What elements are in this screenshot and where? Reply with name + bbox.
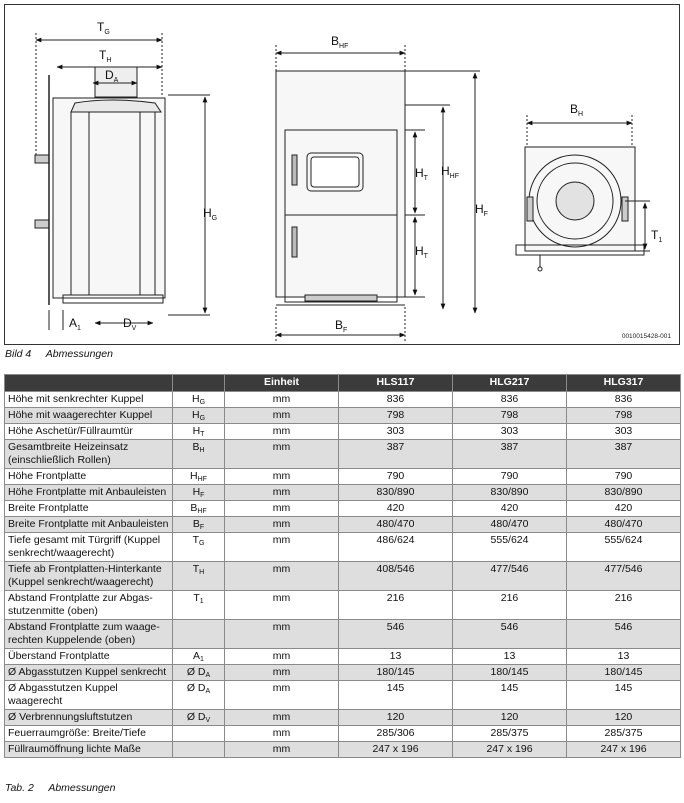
row-symbol [173,742,225,758]
row-value-hlg317: 145 [567,681,681,710]
row-value-hls117: 387 [339,440,453,469]
row-value-hls117: 120 [339,710,453,726]
table-row [5,485,681,501]
table-row [5,392,681,408]
row-unit: mm [225,485,339,501]
row-value-hlg317: 303 [567,424,681,440]
symbol-main: B [192,441,200,453]
row-value-hlg217: 830/890 [453,485,567,501]
symbol-main: B [190,502,198,514]
row-value-hlg317: 790 [567,469,681,485]
row-symbol [173,469,225,485]
row-symbol [173,392,225,408]
row-unit: mm [225,649,339,665]
row-value-hlg217: 790 [453,469,567,485]
row-label: Überstand Frontplatte [5,649,173,665]
row-value-hls117: 247 x 196 [339,742,453,758]
table-row [5,726,681,742]
figure-code: 0010015428-001 [621,333,671,340]
symbol-main: Ø D [186,711,206,723]
table-row [5,710,681,726]
row-unit: mm [225,681,339,710]
side-view [35,67,165,305]
symbol-subscript: V [205,717,211,724]
row-symbol [173,681,225,710]
table-header-row [5,375,681,392]
technical-drawing [5,5,681,346]
row-value-hls117: 798 [339,408,453,424]
header-symbol [173,375,225,392]
figure-caption-number: Bild 4 [5,348,32,360]
row-unit: mm [225,620,339,649]
row-symbol [173,726,225,742]
row-label: Tiefe ab Frontplatten-Hinterkante (Kuppel senkrecht/waagerecht) [5,562,173,591]
symbol-subscript: HF [197,508,207,515]
label-a1: $A_1$ [69,316,81,332]
row-label: Höhe Frontplatte mit Anbauleisten [5,485,173,501]
symbol-main: A [193,650,201,662]
row-value-hlg217: 247 x 196 [453,742,567,758]
figure-caption [5,348,113,360]
row-label: Höhe Frontplatte [5,469,173,485]
row-value-hls117: 790 [339,469,453,485]
row-label: Tiefe gesamt mit Türgriff (Kuppel senkrecht/waagerecht) [5,533,173,562]
symbol-subscript: G [199,415,206,422]
row-value-hlg217: 387 [453,440,567,469]
dimensions-table [4,374,681,758]
row-symbol [173,649,225,665]
row-unit: mm [225,726,339,742]
row-unit: mm [225,469,339,485]
label-th: $T_H$ [99,48,112,64]
symbol-main: Ø D [186,682,206,694]
row-value-hlg317: 285/375 [567,726,681,742]
symbol-main: H [190,470,198,482]
front-view [276,71,405,305]
row-value-hlg217: 555/624 [453,533,567,562]
row-value-hlg317: 836 [567,392,681,408]
row-label: Füllraumöffnung lichte Maße [5,742,173,758]
row-label: Ø Abgasstutzen Kuppel senkrecht [5,665,173,681]
symbol-subscript: G [198,540,205,547]
symbol-main: B [192,518,200,530]
header-hls117: HLS117 [339,375,453,392]
row-value-hlg217: 836 [453,392,567,408]
row-value-hlg317: 798 [567,408,681,424]
row-value-hlg317: 13 [567,649,681,665]
row-value-hlg317: 830/890 [567,485,681,501]
symbol-subscript: T [200,431,205,438]
row-value-hlg217: 216 [453,591,567,620]
table-row [5,517,681,533]
row-label: Breite Frontplatte mit Anbauleisten [5,517,173,533]
row-value-hlg217: 145 [453,681,567,710]
row-label: Feuerraumgröße: Breite/Tiefe [5,726,173,742]
row-value-hlg317: 420 [567,501,681,517]
row-symbol [173,517,225,533]
row-value-hls117: 180/145 [339,665,453,681]
symbol-main: H [191,393,200,405]
table-row [5,533,681,562]
symbol-subscript: A [205,672,211,679]
row-value-hlg217: 798 [453,408,567,424]
row-unit: mm [225,742,339,758]
symbol-subscript: HF [197,476,207,483]
table-row [5,501,681,517]
row-value-hlg217: 546 [453,620,567,649]
row-value-hlg317: 555/624 [567,533,681,562]
row-label: Ø Verbrennungsluftstutzen [5,710,173,726]
row-symbol [173,591,225,620]
figure-caption-text: Abmessungen [45,348,113,360]
table-row [5,591,681,620]
row-value-hlg217: 120 [453,710,567,726]
row-unit: mm [225,665,339,681]
label-dv: $D_V$ [123,316,137,332]
row-symbol [173,533,225,562]
symbol-subscript: A [205,688,211,695]
row-value-hls117: 145 [339,681,453,710]
row-unit: mm [225,591,339,620]
row-value-hls117: 480/470 [339,517,453,533]
table-row [5,424,681,440]
label-da: $D_A$ [105,68,119,84]
row-value-hlg217: 180/145 [453,665,567,681]
row-value-hlg317: 477/546 [567,562,681,591]
row-symbol [173,710,225,726]
symbol-main: T [192,534,199,546]
label-hhf: $H_{HF}$ [441,164,460,180]
table-body [5,392,681,758]
row-value-hls117: 216 [339,591,453,620]
table-row [5,681,681,710]
symbol-main: H [192,486,201,498]
symbol-main: T [193,592,200,604]
symbol-subscript: F [200,492,205,499]
row-symbol [173,424,225,440]
table-caption-number: Tab. 2 [5,782,34,794]
table-row [5,742,681,758]
row-value-hlg317: 387 [567,440,681,469]
dimension-drawing [4,4,680,345]
symbol-main: H [192,425,201,437]
label-ht-lower: $H_T$ [415,244,428,260]
symbol-subscript: H [199,569,205,576]
table-caption [5,782,115,794]
header-hlg217: HLG217 [453,375,567,392]
row-label: Abstand Frontplatte zur Abgas-stutzenmitte (oben) [5,591,173,620]
header-hlg317: HLG317 [567,375,681,392]
symbol-subscript: 1 [200,656,204,663]
row-value-hls117: 546 [339,620,453,649]
row-unit: mm [225,710,339,726]
row-label: Höhe Aschetür/Füllraumtür [5,424,173,440]
label-hg: $H_G$ [203,206,218,222]
symbol-subscript: 1 [199,598,204,605]
row-unit: mm [225,392,339,408]
row-symbol [173,665,225,681]
row-symbol [173,408,225,424]
row-value-hls117: 486/624 [339,533,453,562]
symbol-subscript: F [199,524,205,531]
top-view [516,147,644,271]
label-t1: $T_1$ [651,228,663,244]
table-row [5,665,681,681]
row-symbol [173,562,225,591]
row-value-hlg217: 420 [453,501,567,517]
row-value-hlg317: 216 [567,591,681,620]
row-value-hlg217: 13 [453,649,567,665]
row-label: Ø Abgasstutzen Kuppel waagerecht [5,681,173,710]
row-value-hls117: 408/546 [339,562,453,591]
row-value-hls117: 830/890 [339,485,453,501]
row-label: Abstand Frontplatte zum waage-rechten Kuppelende (oben) [5,620,173,649]
header-label [5,375,173,392]
symbol-subscript: G [199,399,206,406]
table-row [5,620,681,649]
label-ht-upper: $H_T$ [415,166,428,182]
row-symbol [173,485,225,501]
label-bhf: $B_{HF}$ [331,34,349,50]
row-value-hlg217: 303 [453,424,567,440]
row-value-hlg217: 480/470 [453,517,567,533]
table-caption-text: Abmessungen [48,782,116,794]
row-label: Höhe mit waagerechter Kuppel [5,408,173,424]
row-value-hls117: 303 [339,424,453,440]
row-value-hlg317: 180/145 [567,665,681,681]
row-value-hls117: 836 [339,392,453,408]
row-value-hlg217: 477/546 [453,562,567,591]
row-label: Gesamtbreite Heizeinsatz (einschließlich Rollen) [5,440,173,469]
row-unit: mm [225,408,339,424]
row-value-hlg317: 120 [567,710,681,726]
row-value-hlg217: 285/375 [453,726,567,742]
row-value-hls117: 13 [339,649,453,665]
row-symbol [173,440,225,469]
row-value-hlg317: 546 [567,620,681,649]
row-unit: mm [225,517,339,533]
table-row [5,408,681,424]
row-unit: mm [225,533,339,562]
row-unit: mm [225,562,339,591]
symbol-main: H [191,409,200,421]
label-hf: $H_F$ [475,202,488,218]
row-label: Höhe mit senkrechter Kuppel [5,392,173,408]
row-unit: mm [225,440,339,469]
row-symbol [173,501,225,517]
label-bh: $B_H$ [570,102,584,118]
row-value-hls117: 285/306 [339,726,453,742]
label-tg: $T_G$ [97,20,110,36]
row-unit: mm [225,501,339,517]
table-row [5,562,681,591]
table-row [5,440,681,469]
row-label: Breite Frontplatte [5,501,173,517]
row-symbol [173,620,225,649]
symbol-main: Ø D [186,666,206,678]
table-row [5,469,681,485]
row-unit: mm [225,424,339,440]
symbol-main: T [192,563,200,575]
table-row [5,649,681,665]
label-bf: $B_F$ [335,318,348,334]
symbol-subscript: H [199,447,205,454]
header-unit: Einheit [225,375,339,392]
row-value-hlg317: 480/470 [567,517,681,533]
row-value-hlg317: 247 x 196 [567,742,681,758]
row-value-hls117: 420 [339,501,453,517]
